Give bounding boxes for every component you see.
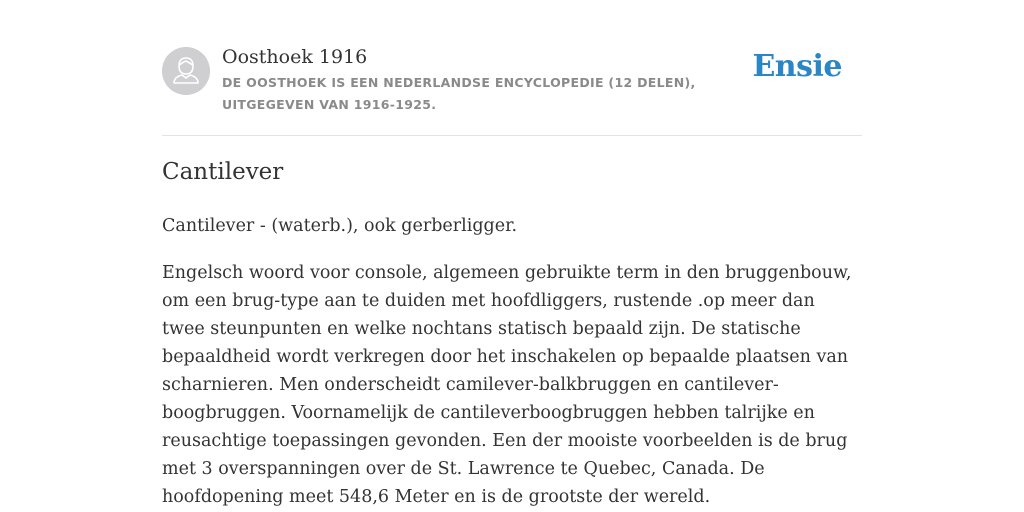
header-divider [162,135,862,136]
source-header [162,45,862,135]
source-description: DE OOSTHOEK IS EEN NEDERLANDSE ENCYCLOPEDIE (12 DELEN), UITGEGEVEN VAN 1916-1925. [222,75,696,112]
source-title[interactable]: Oosthoek 1916 [222,46,368,68]
entry-lead: Cantilever - (waterb.), ook gerberligger. [162,216,518,236]
ensie-logo[interactable]: Ensie [752,49,842,84]
user-avatar-icon[interactable] [162,47,210,95]
entry-title: Cantilever [162,159,284,185]
entry-body: Engelsch woord voor console, algemeen gebruikte term in den bruggenbouw, om een brug-type aan te duiden met hoofdliggers, rustende .op meer dan twee steunpunten en welke nochtans statisch bepaald zijn. De statische bepaaldheid wordt verkregen door het inschakelen op bepaalde plaatsen van scharnieren. Men onderscheidt camilever-balkbruggen en cantilever-boogbruggen. Voornamelijk de cantileverboogbruggen hebben talrijke en reusachtige toepassingen gevonden. Een der mooiste voorbeelden is de brug met 3 overspanningen over de St. Lawrence te Quebec, Canada. De hoofdopening meet 548,6 Meter en is de grootste der wereld. [162,263,852,507]
